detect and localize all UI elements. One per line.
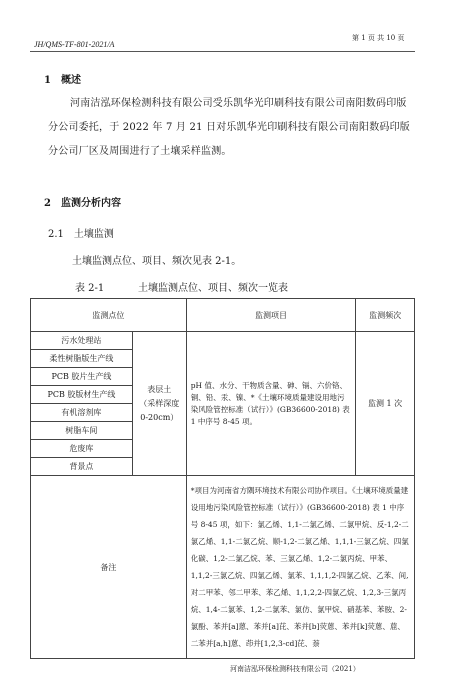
document-code: JH/QMS-TF-801-2021/A — [34, 40, 115, 49]
site-cell: 有机溶剂库 — [31, 404, 133, 422]
header-site: 监测点位 — [31, 299, 187, 332]
header-items: 监测项目 — [186, 299, 355, 332]
overview-paragraph: 河南洁泓环保检测科技有限公司受乐凯华光印刷科技有限公司南阳数码印版分公司委托，于 2022 年 7 月 21 日对乐凯华光印刷科技有限公司南阳数码印版分公司厂区及周围进行了土壤采样监测。 — [48, 98, 411, 157]
site-cell: 柔性树脂版生产线 — [31, 350, 133, 368]
table-intro-text: 土壤监测点位、项目、频次见表 2-1。 — [72, 256, 242, 267]
remark-text: *项目为河南省方隅环境技术有限公司协作项目。《土壤环境质量建设用地污染风险管控标准（试行）》(GB36600-2018) 表 1 中序号 8-45 项，如下：氯乙烯、1,1-二氯乙烯、二氯甲烷、反-1,2-二氯乙烯、1,1-二氯乙烷、顺-1,2-二氯乙烯、1,1,1-三氯乙烷、四氯化碳、1,2-二氯乙烷、苯、三氯乙烯、1,2-二氯丙烷、甲苯、1,1,2-三氯乙烷、四氯乙烯、氯苯、1,1,1,2-四氯乙烷、乙苯、间,对二甲苯、邻二甲苯、苯乙烯、1,1,2,2-四氯乙烷、1,2,3-三氯丙烷、1,4-二氯苯、1,2-二氯苯、氯仿、氯甲烷、硝基苯、苯胺、2-氯酚、苯并[a]蒽、苯并[a]芘、苯并[b]荧蒽、苯并[k]荧蒽、䓛、二苯并[a,h]蒽、茚并[1,2,3-cd]芘、萘 — [186, 476, 414, 659]
section-1-heading: 1 概述 — [44, 75, 81, 86]
header-divider — [30, 51, 415, 52]
table-row — [31, 332, 415, 350]
point-type-cell — [132, 332, 186, 476]
remark-row — [31, 476, 415, 659]
point-type-line: （采样深度 — [139, 398, 180, 408]
site-cell: 背景点 — [31, 458, 133, 476]
frequency-cell: 监测 1 次 — [356, 332, 415, 476]
header-frequency: 监测频次 — [356, 299, 415, 332]
site-cell: 污水处理站 — [31, 332, 133, 350]
page-number: 第 1 页 共 10 页 — [352, 34, 405, 42]
site-cell: PCB 胶版材生产线 — [31, 386, 133, 404]
point-type-line: 表层土 — [147, 384, 172, 394]
site-cell: PCB 胶片生产线 — [31, 368, 133, 386]
table-label: 表 2-1 — [75, 283, 105, 294]
footer-company: 河南洁泓环保检测科技有限公司（2021） — [230, 665, 360, 673]
site-cell: 危废库 — [31, 440, 133, 458]
monitoring-items-cell: pH 值、水分、干物质含量、砷、镉、六价铬、铜、铅、汞、镍、*《土壤环境质量建设用地污染风险管控标准（试行）》(GB36600-2018) 表 1 中序号 8-45 项。 — [186, 332, 355, 476]
site-cell: 树脂车间 — [31, 422, 133, 440]
point-type-line: 0-20cm） — [140, 412, 179, 422]
table-header-row — [31, 299, 415, 332]
section-2-heading: 2 监测分析内容 — [44, 198, 121, 209]
soil-monitoring-table — [30, 298, 415, 659]
table-title: 土壤监测点位、项目、频次一览表 — [138, 283, 288, 294]
remark-label: 备注 — [31, 476, 187, 659]
subsection-2-1-heading: 2.1 土壤监测 — [48, 229, 114, 240]
